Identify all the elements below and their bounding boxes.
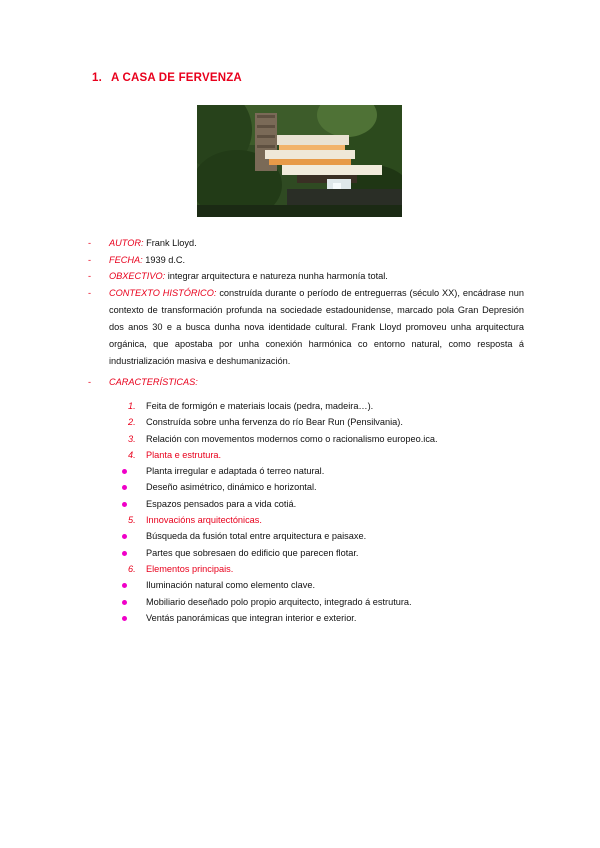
dash-marker: -	[88, 271, 92, 281]
numbered-item	[122, 447, 522, 463]
bullet-item	[122, 577, 522, 593]
info-context	[88, 285, 524, 371]
item-text: Ventás panorámicas que integran interior e exterior.	[146, 612, 357, 623]
item-text: Deseño asimétrico, dinámico e horizontal.	[146, 482, 317, 493]
bullet-item	[122, 528, 522, 544]
info-list	[88, 235, 524, 371]
bullet-dot-icon	[122, 534, 127, 539]
item-number: 1.	[128, 401, 136, 411]
numbered-item	[122, 561, 522, 577]
info-text: 1939 d.C.	[142, 254, 186, 265]
info-text: Frank Lloyd.	[143, 238, 197, 248]
item-text: Innovacións arquitectónicas.	[146, 515, 262, 526]
bullet-item	[122, 545, 522, 561]
info-author	[88, 235, 524, 252]
item-number: 5.	[128, 515, 136, 526]
numbered-item	[122, 431, 522, 447]
info-label: FECHA:	[109, 254, 143, 265]
info-text: construída durante o período de entreguerras (século XX), encádrase nun contexto de transformación profunda na sociedade estadounidense, marcado pola Gran Depresión dos anos 30 e a busca dunha nova identidade cultural. Frank Lloyd promoveu unha arquitectura orgánica, que apostaba por unha conexión harmónica co entorno natural, como resposta á industrialización masiva e deshumanización.	[109, 287, 525, 367]
info-label: AUTOR:	[109, 238, 144, 248]
bullet-dot-icon	[122, 551, 127, 556]
item-text: Feita de formigón e materiais locais (pedra, madeira…).	[146, 401, 374, 411]
numbered-item	[122, 414, 522, 430]
item-text: Construída sobre unha fervenza do río Bear Run (Pensilvania).	[146, 417, 403, 428]
bullet-item	[122, 496, 522, 512]
item-text: Iluminación natural como elemento clave.	[146, 580, 316, 591]
item-number: 2.	[128, 417, 136, 428]
numbered-item	[122, 398, 522, 414]
photo-illustration	[197, 105, 402, 217]
item-text: Planta e estrutura.	[146, 449, 222, 460]
heading-number: 1.	[92, 72, 102, 84]
dash-marker: -	[88, 238, 92, 248]
info-label: CONTEXTO HISTÓRICO:	[109, 287, 217, 298]
heading-title: A CASA DE FERVENZA	[110, 72, 242, 84]
numbered-item	[122, 512, 522, 528]
item-number: 3.	[128, 433, 136, 444]
item-number: 4.	[128, 449, 136, 460]
bullet-dot-icon	[122, 616, 127, 621]
item-text: Búsqueda da fusión total entre arquitectura e paisaxe.	[146, 531, 367, 542]
bullet-dot-icon	[122, 600, 127, 605]
info-date	[88, 252, 524, 269]
characteristics-label: CARACTERÍSTICAS:	[109, 377, 198, 387]
item-text: Elementos principais.	[146, 563, 234, 574]
dash-marker: -	[88, 254, 92, 265]
bullet-dot-icon	[122, 485, 127, 490]
bullet-item	[122, 463, 522, 479]
dash-marker: -	[88, 287, 92, 298]
info-label: OBXECTIVO:	[109, 271, 166, 281]
item-text: Relación con movementos modernos como o racionalismo europeo.ica.	[146, 433, 438, 444]
dash-marker: -	[88, 377, 92, 387]
bullet-item	[122, 594, 522, 610]
characteristics-list	[122, 398, 522, 626]
bullet-item	[122, 610, 522, 626]
item-text: Planta irregular e adaptada ó terreo natural.	[146, 466, 325, 477]
info-text: integrar arquitectura e natureza nunha harmonía total.	[165, 271, 388, 281]
bullet-dot-icon	[122, 469, 127, 474]
item-text: Partes que sobresaen do edificio que parecen flotar.	[146, 547, 359, 558]
characteristics-heading	[88, 375, 198, 389]
item-text: Mobiliario deseñado polo propio arquitecto, integrado á estrutura.	[146, 596, 412, 607]
bullet-dot-icon	[122, 583, 127, 588]
fallingwater-photo	[197, 105, 402, 217]
section-heading	[92, 72, 242, 84]
info-objective	[88, 268, 524, 285]
bullet-dot-icon	[122, 502, 127, 507]
bullet-item	[122, 479, 522, 495]
item-text: Espazos pensados para a vida cotiá.	[146, 498, 297, 509]
item-number: 6.	[128, 563, 136, 574]
